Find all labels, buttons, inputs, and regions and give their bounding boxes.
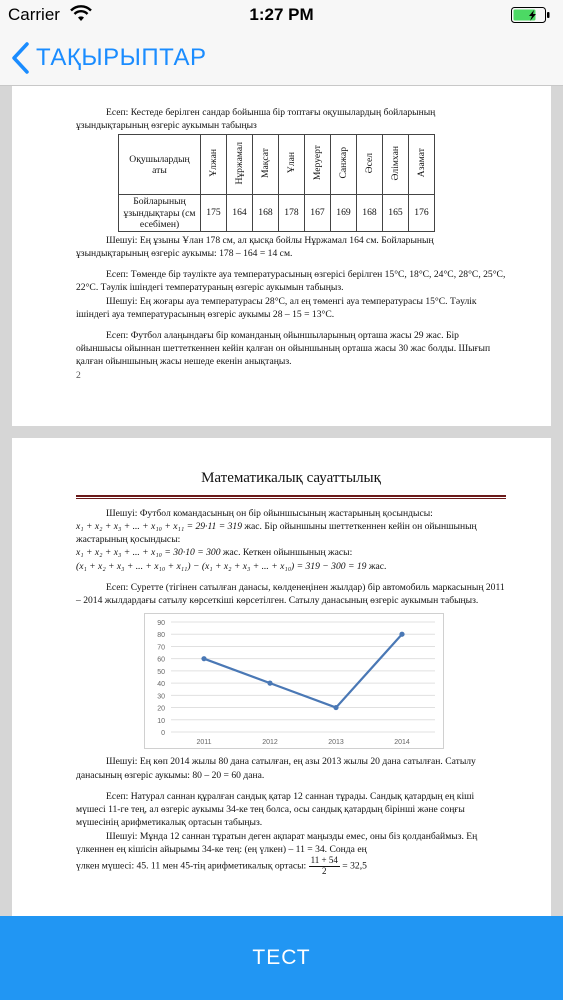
- document-page-3: [12, 438, 551, 916]
- document-viewer[interactable]: [0, 86, 563, 916]
- height-cell: 165: [383, 195, 409, 231]
- sales-chart: [144, 613, 444, 749]
- height-cell: 168: [357, 195, 383, 231]
- height-cell: 164: [227, 195, 253, 231]
- solution-number-series: Шешуі: Мұнда 12 саннан тұратын деген ақпарат маңызды емес, оны біз қолданбаймыз. Ең үлкеннен ең кішісін айырымы 34-ке тең: (ең үлкен) – 11 = 34. Сонда ең: [76, 830, 478, 855]
- student-name: Ұлан: [285, 152, 297, 174]
- height-cell: 168: [253, 195, 279, 231]
- test-button-label: ТЕСТ: [252, 946, 311, 969]
- solution-heights: Шешуі: Ең ұзыны Ұлан 178 см, ал қысқа бойлы Нұржамал 164 см. Бойларының ұзындықтарының өзгеріс аукымы: 178 – 164 = 14 см.: [76, 234, 434, 259]
- data-point: [399, 632, 404, 637]
- student-name: Әсел: [363, 152, 375, 174]
- data-point: [333, 705, 338, 710]
- student-name: Азамат: [415, 148, 427, 178]
- height-cell: 178: [279, 195, 305, 231]
- x-tick-label: 2011: [196, 739, 212, 747]
- fraction: [309, 856, 340, 877]
- status-bar: [0, 0, 563, 30]
- height-cell: 169: [331, 195, 357, 231]
- solution-car-sales: Шешуі: Ең көп 2014 жылы 80 дана сатылған, ең азы 2013 жылы 20 дана сатылған. Сатылу данасының өзгеріс аукымы: 80 – 20 = 60 дана.: [76, 756, 476, 781]
- y-tick-label: 80: [157, 632, 165, 640]
- solution-football-intro: Шешуі: Футбол командасының он бір ойыншысының жастарының қосындысы:: [106, 507, 433, 519]
- solution-football-step3: [76, 560, 506, 573]
- clock-label: 1:27 PM: [249, 5, 314, 24]
- height-cell: 167: [305, 195, 331, 231]
- student-name: Әлімхан: [389, 145, 401, 181]
- y-tick-label: 90: [157, 620, 165, 628]
- formula-tail: жас. Кеткен ойыншының жасы:: [222, 547, 353, 559]
- solution-football-step1: [76, 520, 506, 546]
- data-point: [267, 681, 272, 686]
- height-cell: 175: [201, 195, 227, 231]
- y-tick-label: 50: [157, 669, 165, 677]
- task-football: Есеп: Футбол алаңындағы бір команданың ойыншыларының орташа жасы 29 жас. Бір ойыншысы ойыннан шеттеткеннен кейін қалған он ойыншының орташа жасы 30 жас болды. Шығып қалған ойыншының жасы нешеде екенін анықтаңыз.: [76, 329, 491, 368]
- formula-tail: жас.: [368, 560, 387, 572]
- y-tick-label: 0: [161, 730, 165, 738]
- task-number-series: Есеп: Натурал саннан құралған сандық қатар 12 саннан тұрады. Сандық қатардың ең кіші мүшесі 11-ге тең, ал өзгеріс аукымы 34-ке тең болса, осы сандық қатардың бірінші және соңғы мүшесінің арифметикалық ортасын табыңыз.: [76, 790, 475, 829]
- solution-number-series-end: [76, 856, 506, 877]
- y-tick-label: 20: [157, 705, 165, 713]
- header-divider: [76, 495, 506, 499]
- battery-icon: [511, 6, 551, 24]
- fraction-result: = 32,5: [342, 860, 367, 872]
- fraction-denominator: 2: [322, 865, 327, 876]
- back-button-label: ТАҚЫРЫПТАР: [36, 44, 207, 71]
- solution-temperature: Шешуі: Ең жоғары ауа температурасы 28°С, ал ең төменгі ауа температурасы 15°С. Тәулік ішіндегі ауа температурасының өзгеріс аукымы 28 – 15 = 13°С.: [76, 295, 477, 320]
- student-name: Ұлжан: [207, 148, 219, 177]
- x-tick-label: 2013: [328, 739, 344, 747]
- task-temperature: Есеп: Төменде бір тәуліктe ауа температурасының өзгерісі берілген 15°С, 18°С, 24°С, 28°С, 25°С, 22°С. Тәулік ішіндегі температураның өзгеріс аукымын табыңыз.: [76, 269, 506, 294]
- formula-difference: (x₁ + x₂ + x₃ + ... + x₁₀ + x₁₁) − (x₁ + x₂ + x₃ + ... + x₁₀) = 319 − 300 = 19: [76, 560, 367, 572]
- student-name: Санжар: [337, 147, 349, 179]
- sales-chart-svg: [145, 614, 445, 750]
- navigation-bar: [0, 30, 563, 86]
- student-name: Нұржамал: [233, 141, 245, 185]
- x-tick-label: 2014: [394, 739, 410, 747]
- student-name: Меруерт: [311, 145, 323, 181]
- formula-tail: жас. Бір ойыншыны шеттеткеннен кейін он ойыншының жастарының қосындысы:: [76, 520, 477, 546]
- document-page-2: [12, 86, 551, 426]
- y-tick-label: 70: [157, 644, 165, 652]
- task-car-sales: Есеп: Суретте (тігінен сатылған данасы, көлденеңінен жылдар) бір автомобиль маркасының 2011 – 2014 жылдардағы сатылу көрсеткіші көрсетілген. Сатылу данасының өзгеріс аукымын табыңыз.: [76, 581, 505, 607]
- y-tick-label: 60: [157, 656, 165, 664]
- x-tick-label: 2012: [262, 739, 278, 747]
- solution-number-series-tail: үлкен мүшесі: 45. 11 мен 45-тің арифметикалық ортасы:: [76, 860, 307, 872]
- page-header-title: Математикалық сауаттылық: [201, 470, 381, 486]
- solution-football-step2: [76, 546, 506, 559]
- height-cell: 176: [409, 195, 435, 231]
- heights-table: [118, 134, 435, 231]
- y-tick-label: 30: [157, 693, 165, 701]
- formula-sum-eleven: x₁ + x₂ + x₃ + ... + x₁₀ + x₁₁ = 29·11 = 319: [76, 520, 242, 532]
- page-number: 2: [76, 369, 81, 381]
- carrier-label: Carrier: [8, 5, 60, 24]
- data-point: [201, 656, 206, 661]
- y-tick-label: 40: [157, 681, 165, 689]
- formula-sum-ten: x₁ + x₂ + x₃ + ... + x₁₀ = 30·10 = 300: [76, 547, 221, 559]
- y-tick-label: 10: [157, 718, 165, 726]
- task-heights: Есеп: Кестеде берілген сандар бойынша бір топтағы оқушылардың бойларының ұзындықтарының өзгеріс аукымын табыңыз: [76, 107, 436, 132]
- test-button[interactable]: [0, 916, 563, 1000]
- back-button[interactable]: [10, 38, 206, 78]
- student-name: Мақсат: [259, 147, 271, 178]
- chevron-left-icon: [10, 41, 32, 75]
- table-row-header: Бойларының ұзындықтары (см есебімен): [119, 195, 201, 231]
- table-row-header: Оқушылардың аты: [119, 135, 201, 195]
- cut-off-heading: [12, 86, 551, 88]
- fraction-numerator: 11 + 54: [310, 854, 338, 865]
